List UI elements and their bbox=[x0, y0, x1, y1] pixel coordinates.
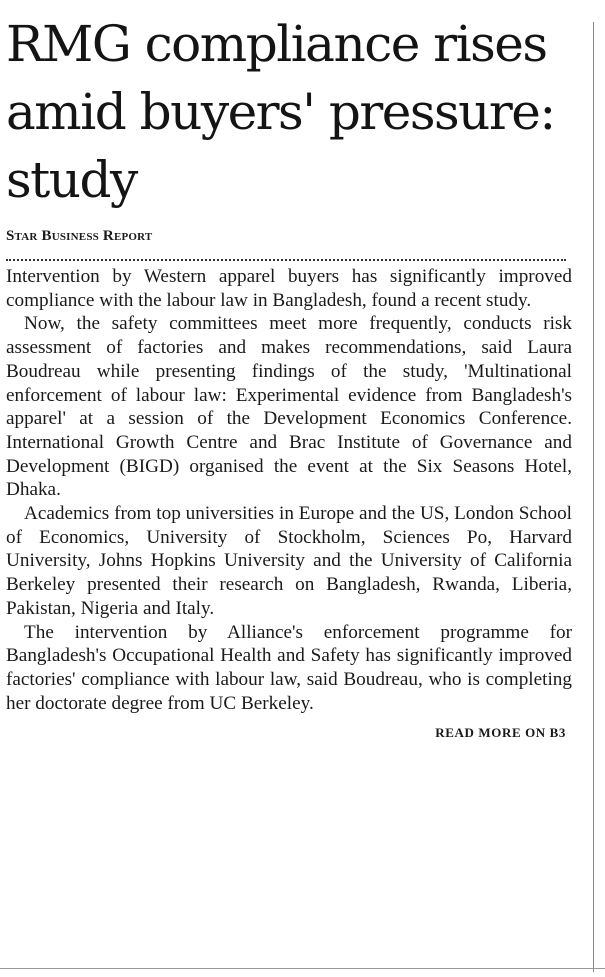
paragraph-3: Academics from top universities in Europe and the US, London School of Economics, University of Stockholm, Sciences Po, Harvard University, Johns Hopkins University and the University of California Berkeley presented their research on Bangladesh, Rwanda, Liberia, Pakistan, Nigeria and Italy. bbox=[6, 503, 572, 619]
paragraph-2: Now, the safety committees meet more frequently, conducts risk assessment of factories and makes recommendations, said Laura Boudreau while presenting findings of the study, 'Multinational enforcement of labour law: Experimental evidence from Bangladesh's apparel' at a session of the Development Economics Conference. International Growth Centre and Brac Institute of Governance and Development (BIGD) organised the event at the Six Seasons Hotel, Dhaka. bbox=[6, 313, 572, 501]
paragraph-4: The intervention by Alliance's enforcement programme for Bangladesh's Occupational Health and Safety has significantly improved factories' compliance with labour law, said Boudreau, who is completing her doctorate degree from UC Berkeley. bbox=[6, 621, 572, 714]
article-body bbox=[6, 265, 572, 715]
news-article bbox=[6, 10, 572, 741]
headline: RMG compliance rises amid buyers' pressure: study bbox=[6, 15, 555, 209]
read-more-link[interactable]: READ MORE ON B3 bbox=[435, 725, 566, 741]
bottom-rule bbox=[0, 968, 605, 969]
column-rule bbox=[593, 22, 594, 972]
paragraph-1: Intervention by Western apparel buyers has significantly improved compliance with the labour law in Bangladesh, found a recent study. bbox=[6, 266, 572, 311]
dotted-divider bbox=[6, 259, 566, 261]
byline: Star Business Report bbox=[6, 228, 153, 244]
